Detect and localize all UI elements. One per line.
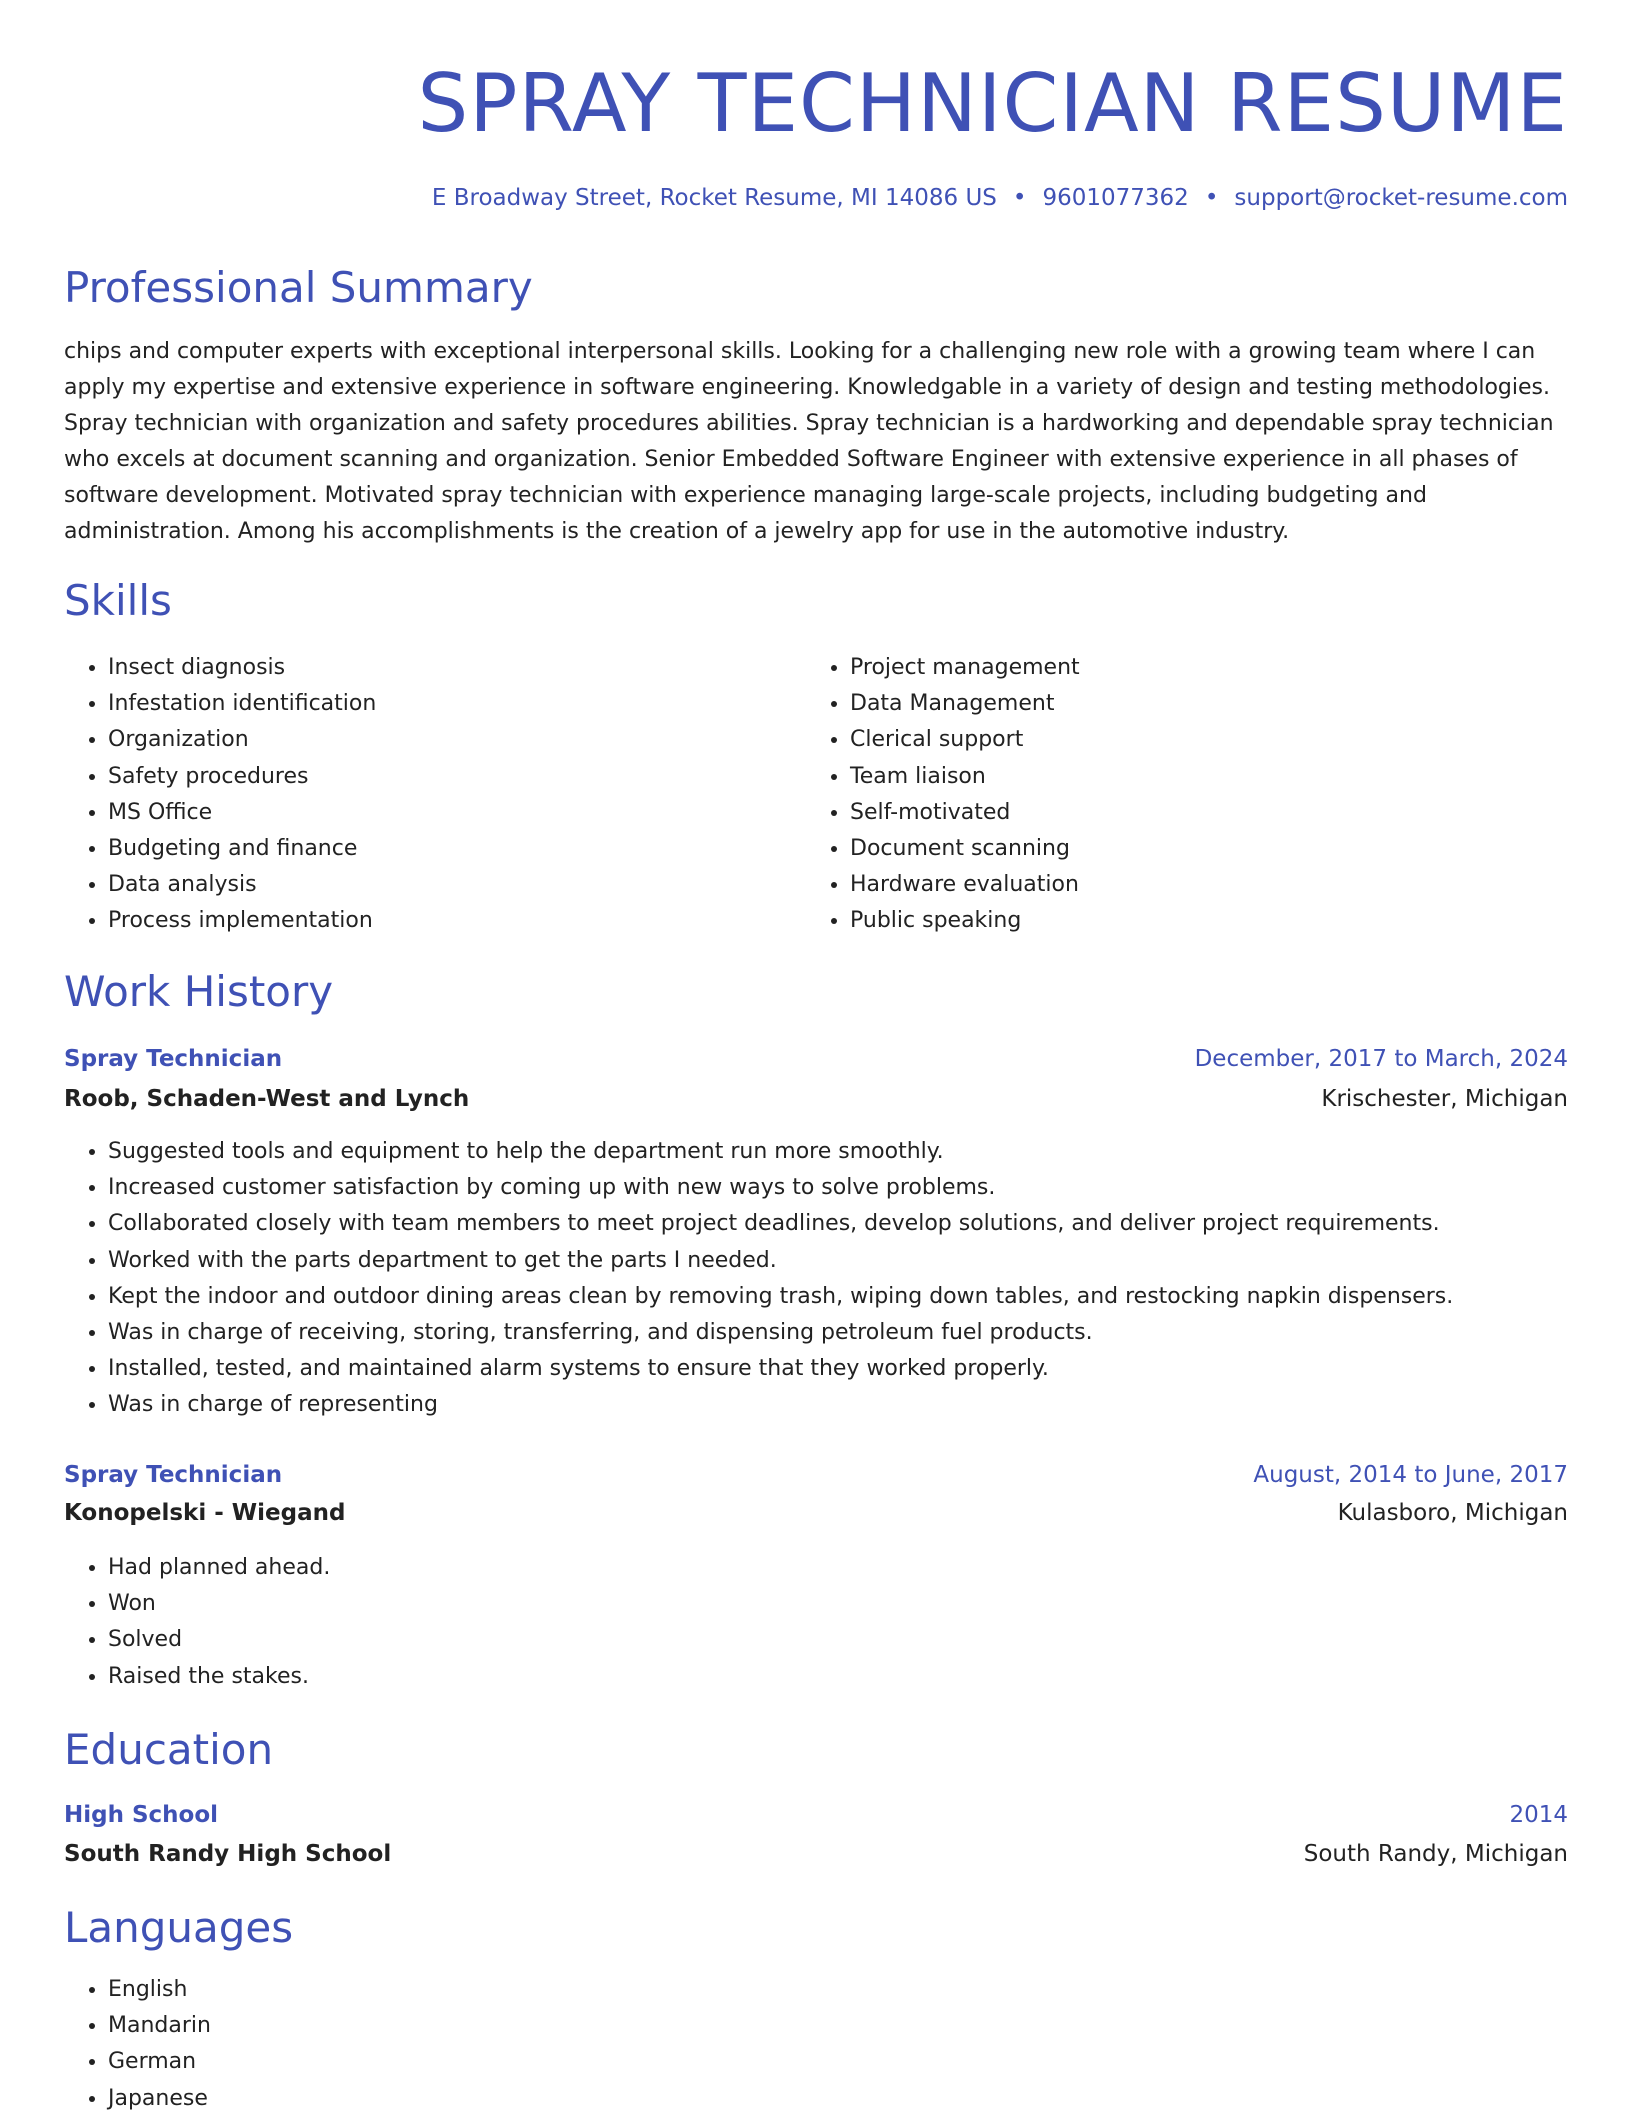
skill-item: • Insect diagnosis: [108, 650, 376, 686]
duty-item: • Was in charge of representing: [108, 1387, 1453, 1423]
job-title: Spray Technician: [64, 1046, 283, 1072]
duty-item: • Collaborated closely with team members to meet project deadlines, develop solutions, and deliver project requirements.: [108, 1206, 1453, 1242]
contact-separator: •: [1012, 185, 1027, 211]
skills-left-column: [64, 650, 376, 940]
job-company: Roob, Schaden-West and Lynch: [64, 1086, 470, 1112]
skill-item: • MS Office: [108, 795, 376, 831]
duty-item: • Suggested tools and equipment to help the department run more smoothly.: [108, 1134, 1453, 1170]
job-duties: [64, 1134, 1453, 1424]
skills-list-right: [806, 650, 1080, 940]
contact-line: [432, 180, 1568, 216]
job-dates: August, 2014 to June, 2017: [1253, 1462, 1568, 1488]
duty-item: • Worked with the parts department to get the parts I needed.: [108, 1243, 1453, 1279]
language-item: • English: [108, 1972, 211, 2008]
duty-item: • Kept the indoor and outdoor dining areas clean by removing trash, wiping down tables, and restocking napkin dispensers.: [108, 1279, 1453, 1315]
language-item: • Mandarin: [108, 2008, 211, 2044]
languages-heading: Languages: [64, 1903, 294, 1952]
education-heading: Education: [64, 1725, 274, 1774]
duty-item: • Had planned ahead.: [108, 1550, 330, 1586]
skill-item: • Process implementation: [108, 903, 376, 939]
education-school: South Randy High School: [64, 1841, 392, 1867]
duty-item: • Raised the stakes.: [108, 1659, 330, 1695]
skills-right-column: [806, 650, 1080, 940]
duties-list: [64, 1550, 330, 1695]
language-item: • Japanese: [108, 2081, 211, 2117]
skill-item: • Self-motivated: [850, 795, 1080, 831]
duties-list: [64, 1134, 1453, 1424]
duty-item: • Was in charge of receiving, storing, transferring, and dispensing petroleum fuel products.: [108, 1315, 1453, 1351]
job-title: Spray Technician: [64, 1462, 283, 1488]
duty-item: • Solved: [108, 1622, 330, 1658]
work-history-heading: Work History: [64, 967, 334, 1016]
job-dates: December, 2017 to March, 2024: [1194, 1046, 1568, 1072]
skill-item: • Organization: [108, 722, 376, 758]
contact-separator: •: [1204, 185, 1219, 211]
skill-item: • Team liaison: [850, 759, 1080, 795]
education-year: 2014: [1509, 1802, 1568, 1828]
job-location: Kulasboro, Michigan: [1337, 1500, 1568, 1526]
skill-item: • Infestation identification: [108, 686, 376, 722]
education-location: South Randy, Michigan: [1303, 1841, 1568, 1867]
contact-phone: 9601077362: [1042, 185, 1189, 211]
summary-heading: Professional Summary: [64, 263, 533, 312]
duty-item: • Installed, tested, and maintained alarm systems to ensure that they worked properly.: [108, 1351, 1453, 1387]
duty-item: • Won: [108, 1586, 330, 1622]
skills-heading: Skills: [64, 576, 172, 625]
skill-item: • Document scanning: [850, 831, 1080, 867]
skills-list-left: [64, 650, 376, 940]
languages-list: [64, 1972, 211, 2117]
resume-page: [64, 0, 1568, 2112]
skill-item: • Data Management: [850, 686, 1080, 722]
duty-item: • Increased customer satisfaction by coming up with new ways to solve problems.: [108, 1170, 1453, 1206]
summary-text: chips and computer experts with exceptional interpersonal skills. Looking for a challenging new role with a growing team where I can apply my expertise and extensive experience in software engineering. Knowledgable in a variety of design and testing methodologies. Spray technician with organization and safety procedures abilities. Spray technician is a hardworking and dependable spray technician who excels at document scanning and organization. Senior Embedded Software Engineer with extensive experience in all phases of software development. Motivated spray technician with experience managing large-scale projects, including budgeting and administration. Among his accomplishments is the creation of a jewelry app for use in the automotive industry.: [64, 339, 1554, 544]
education-degree: High School: [64, 1802, 219, 1828]
skill-item: • Public speaking: [850, 903, 1080, 939]
skill-item: • Clerical support: [850, 722, 1080, 758]
skill-item: • Safety procedures: [108, 759, 376, 795]
resume-title: SPRAY TECHNICIAN RESUME: [417, 57, 1568, 150]
skill-item: • Hardware evaluation: [850, 867, 1080, 903]
job-company: Konopelski - Wiegand: [64, 1500, 346, 1526]
skill-item: • Project management: [850, 650, 1080, 686]
contact-address: E Broadway Street, Rocket Resume, MI 14086 US: [431, 185, 997, 211]
job-location: Krischester, Michigan: [1321, 1086, 1568, 1112]
contact-email[interactable]: support@rocket-resume.com: [1234, 185, 1568, 211]
job-duties: [64, 1550, 330, 1695]
languages-section: [64, 1972, 211, 2117]
skill-item: • Budgeting and finance: [108, 831, 376, 867]
language-item: • German: [108, 2044, 211, 2080]
skill-item: • Data analysis: [108, 867, 376, 903]
